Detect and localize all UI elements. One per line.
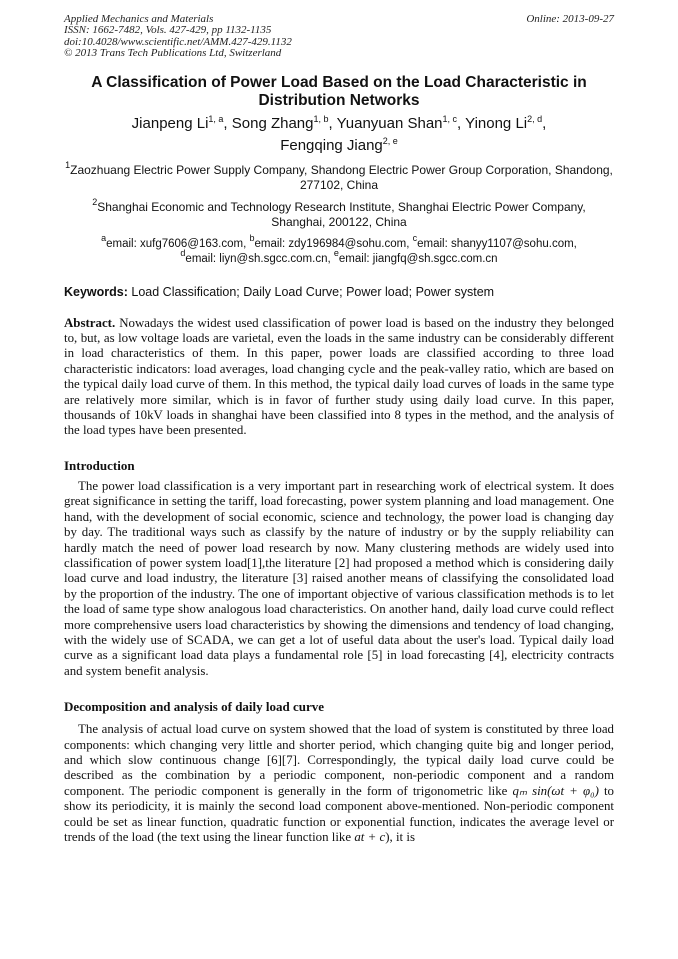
email-sup: b <box>249 232 255 243</box>
email-link[interactable]: email: zdy196984@sohu.com <box>254 237 407 250</box>
email-link[interactable]: email: jiangfq@sh.sgcc.com.cn <box>338 252 498 265</box>
affiliation-sup: 1 <box>65 159 71 170</box>
decomposition-text: to show its periodicity, it is mainly the second load component above-mentioned. Non-periodic component could be set as linear function, quadratic function or exponential function, indicates the average level or trends of the load (the text using the linear function like <box>64 783 614 844</box>
author-name: Jianpeng Li <box>131 114 209 132</box>
journal-header <box>64 14 614 60</box>
author-name: Song Zhang <box>231 114 314 132</box>
section-heading-decomposition: Decomposition and analysis of daily load curve <box>64 699 325 715</box>
author-sup: 2, d <box>527 113 543 124</box>
decomposition-paragraph <box>64 722 614 845</box>
abstract <box>64 316 614 439</box>
paper-title: A Classification of Power Load Based on the Load Characteristic in Distribution Networks <box>91 73 587 109</box>
email-sup: c <box>412 232 418 243</box>
doi-line[interactable]: doi:10.4028/www.scientific.net/AMM.427-429.1132 <box>64 35 292 48</box>
journal-name: Applied Mechanics and Materials <box>64 13 214 25</box>
keywords-text: Load Classification; Daily Load Curve; Power load; Power system <box>131 284 495 299</box>
affiliation-text: Zaozhuang Electric Power Supply Company, Shandong Electric Power Group Corporation, Shandong, 277102, China <box>70 162 613 193</box>
decomposition-text: The analysis of actual load curve on system showed that the load of system is constituted by three load components: which changing very little and shorter period, which changing quite big and longer period, and which slow continuous change [6][7]. Correspondingly, the typical daily load curve could be described as the combination by a periodic component, non-periodic component and a random component. The periodic component is generally in the form of trigonometric like <box>64 722 614 798</box>
online-date: Online: 2013-09-27 <box>526 13 614 25</box>
paper-page <box>64 14 614 845</box>
formula-linear: at + c <box>354 830 386 844</box>
author-list: Jianpeng Li$^{1, a}$, Song Zhang$^{1, b}$, Yuanyuan Shan$^{1, c}$, Yinong Li$^{2, d}$, Fengqing Jiang$^{2, e}$ <box>131 113 547 154</box>
author-sup: 1, c <box>442 113 458 124</box>
affiliation-text: Shanghai Economic and Technology Research Institute, Shanghai Electric Power Company, Shanghai, 200122, China <box>97 199 586 230</box>
affiliation-sup: 2 <box>92 196 98 207</box>
abstract-label: Abstract. <box>64 315 116 330</box>
keywords <box>64 284 614 300</box>
author-name: Yuanyuan Shan <box>336 114 443 132</box>
author-name: Fengqing Jiang <box>280 136 383 154</box>
formula-periodic: qₘ sin(ωt + φ₀) <box>512 783 599 798</box>
author-sup: 1, b <box>313 113 329 124</box>
copyright-line: © 2013 Trans Tech Publications Ltd, Switzerland <box>64 47 282 60</box>
email-sup: d <box>180 247 186 258</box>
email-sup: a <box>101 232 107 243</box>
author-name: Yinong Li <box>465 114 528 132</box>
abstract-text: Nowadays the widest used classification of power load is based on the industry they belonged to, but, as low voltage loads are varietal, even the loads in the same industry can be considerably different in load characteristics of them. In this paper, power loads are classified according to three load characteristic indicators: load averages, load changing cycle and the peak-valley ratio, which are based on the typical daily load curve of them. In this method, the typical daily load curves of loads in the same type are relatively more similar, which is in favor of further study using daily load curve. In this paper, thousands of 10kV loads in shanghai have been classified into 8 types in the method, and the analysis of the load types have been presented. <box>64 315 614 438</box>
email-link[interactable]: email: shanyy1107@sohu.com <box>417 237 574 250</box>
keywords-label: Keywords: <box>64 284 128 299</box>
email-link[interactable]: email: xufg7606@163.com <box>106 237 244 250</box>
decomposition-text: ), it is <box>385 830 415 844</box>
issn-line: ISSN: 1662-7482, Vols. 427-429, pp 1132-1135 <box>64 24 272 37</box>
email-link[interactable]: email: liyn@sh.sgcc.com.cn <box>185 252 328 265</box>
email-sup: e <box>333 247 339 258</box>
section-heading-introduction: Introduction <box>64 457 135 473</box>
affiliation <box>64 196 614 231</box>
affiliation <box>64 159 614 194</box>
author-sup: 2, e <box>382 135 398 146</box>
email-list: $^a$email: xufg7606@163.com, $^b$email: zdy196984@sohu.com, $^c$email: shanyy1107@sohu.com, $^d$email: liyn@sh.sgcc.com.cn, $^e$email: jiangfq@sh.sgcc.com.cn <box>101 232 577 265</box>
introduction-paragraph: The power load classification is a very important part in researching work of electrical system. It does great significance in setting the tariff, load forecasting, power system planning and load management. One hand, with the development of social economic, science and technology, the power load is changing day by day. The traditional ways such as classify by the nature of industry or by the supply reliability can hardly match the need of power load research by now. Many clustering methods are widely used into classification of power system load[1],the literature [2] had proposed a method which is considering daily load curve and load industry, the literature [3] raised another means of classifying the consolidated load by the proportion of the industry. The one of important objective of various classification methods is to let the load of same type show analogous load characteristics. On another hand, daily load curve could reflect more comprehensive users load characteristics by showing the dimensions and tendency of load changing, with the widely use of SCADA, we can get a lot of useful data about the user's load. Typical daily load curve as a significant load data plays a fundamental role [5] in load forecasting [4], electricity contracts and system benefit analysis. <box>64 478 614 678</box>
author-sup: 1, a <box>208 113 224 124</box>
